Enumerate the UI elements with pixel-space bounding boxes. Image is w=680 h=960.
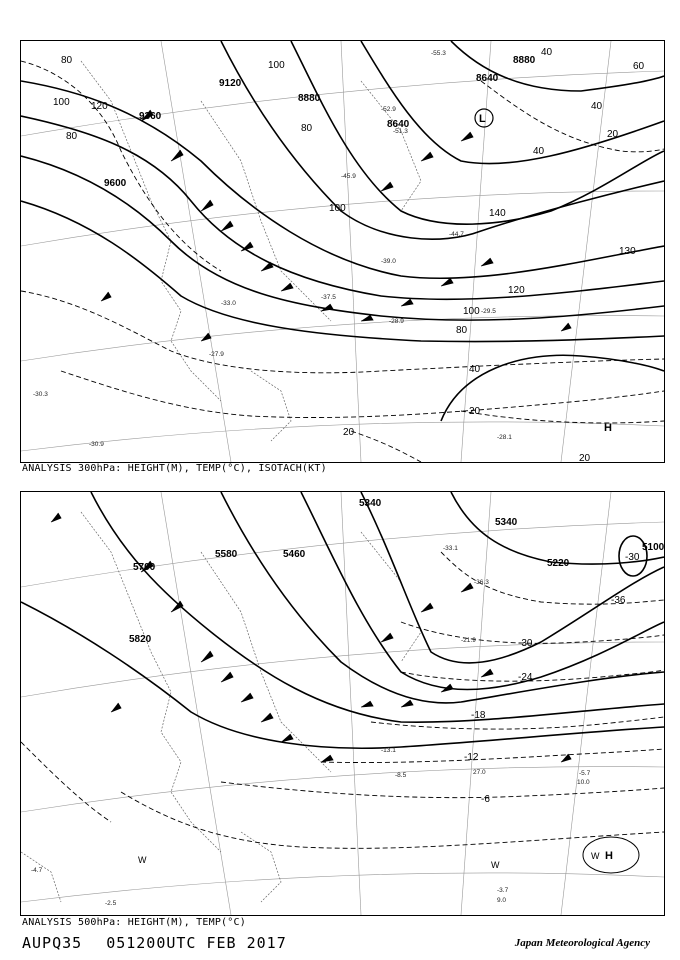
pressure-centers [138,850,613,870]
isotach-label: 120 [508,285,525,296]
height-labels [104,55,536,189]
isotach-label: 80 [301,123,313,134]
valid-time: 051200UTC FEB 2017 [106,934,287,952]
station-value: -8.5 [395,772,407,779]
isotach-label: 100 [268,60,285,71]
temp-label: -52.9 [381,106,396,113]
temp-label: -45.9 [341,173,356,180]
height-label: 5820 [129,634,152,645]
temp-contours [21,552,664,848]
isotach-label: 80 [66,131,78,142]
center-label: W [138,855,147,865]
height-label: 5220 [547,558,570,569]
temp-label: -33.0 [221,300,236,307]
isotach-label: 20 [607,129,619,140]
station-value: -36.3 [474,579,489,586]
temp-label: -27.9 [209,351,224,358]
height-label: 5580 [215,549,238,560]
temp-contour-label: -18 [471,710,486,721]
height-label: 5100 [642,542,664,553]
isotach-label: 40 [591,101,603,112]
temp-label: -30.9 [89,441,104,448]
station-value: 27.0 [473,769,486,776]
low-center-label: L [479,113,486,125]
agency-credit: Japan Meteorological Agency [514,937,650,949]
height-label: 5460 [283,549,306,560]
center-label: H [605,850,613,862]
top-panel-caption: ANALYSIS 300hPa: HEIGHT(M), TEMP(°C), ISOTACH(KT) [22,463,327,474]
isotach-label: 40 [533,146,545,157]
station-value: -13.1 [381,747,396,754]
temp-contour-label: -6 [481,794,490,805]
center-label: W [591,851,600,861]
temp-label: -29.5 [481,308,496,315]
center-label: W [491,860,500,870]
height-label: 5340 [359,498,382,509]
bottom-panel-caption: ANALYSIS 500hPa: HEIGHT(M), TEMP(°C) [22,917,246,928]
temp-label: -28.9 [389,318,404,325]
isotach-label: 20 [343,427,355,438]
station-value: -21.9 [461,637,476,644]
graticule [21,41,664,462]
station-value: 9.0 [497,897,507,904]
temp-label: -37.5 [321,294,336,301]
temp-contour-label: -30 [625,552,640,563]
chart-identifier [22,934,311,952]
height-label: 8640 [387,119,410,130]
temp-contour-label: -36 [611,595,626,606]
station-value: -5.7 [579,770,591,777]
isotach-label: 100 [329,203,346,214]
high-center-label: H [604,422,612,434]
temp-label: -44.7 [449,231,464,238]
map-300hpa-svg [21,41,664,462]
height-label: 5700 [133,562,156,573]
graticule [21,492,664,915]
height-label: 9600 [104,178,127,189]
temp-label: -28.1 [497,434,512,441]
isotach-label: 130 [619,246,636,257]
isotach-label: 80 [456,325,468,336]
isotach-labels [53,47,645,462]
station-values [31,545,591,907]
height-label: 5340 [495,517,518,528]
station-value: -3.7 [497,887,509,894]
isotach-label: 140 [489,208,506,219]
station-value: 10.0 [577,779,590,786]
isotach-contours [21,61,664,462]
isotach-label: 40 [469,364,481,375]
isotach-label: 80 [61,55,73,66]
height-contours [21,41,664,421]
isotach-label: 100 [463,306,480,317]
isotach-label: 20 [579,453,591,462]
height-label: 8640 [476,73,499,84]
temp-contour-label: -12 [464,752,479,763]
isotach-label: 100 [53,97,70,108]
station-value: -4.7 [31,867,43,874]
station-value: -2.5 [105,900,117,907]
height-label: 8880 [298,93,321,104]
height-label: 9360 [139,111,162,122]
height-label: 8880 [513,55,536,66]
isotach-label: 40 [541,47,553,58]
temp-label: -30.3 [33,391,48,398]
isotach-label: 20 [469,406,481,417]
temp-contour-label: -30 [518,638,533,649]
map-500hpa-svg [21,492,664,915]
analysis-500hpa-map [20,491,665,916]
isotach-label: 60 [633,61,645,72]
isotach-label: 120 [91,101,108,112]
temp-contour-label: -24 [518,672,533,683]
height-label: 9120 [219,78,242,89]
temp-label: -55.3 [431,50,446,57]
chart-code: AUPQ35 [22,934,83,952]
station-value: -33.1 [443,545,458,552]
analysis-300hpa-map [20,40,665,463]
temp-label: -51.3 [393,128,408,135]
temp-label: -39.0 [381,258,396,265]
